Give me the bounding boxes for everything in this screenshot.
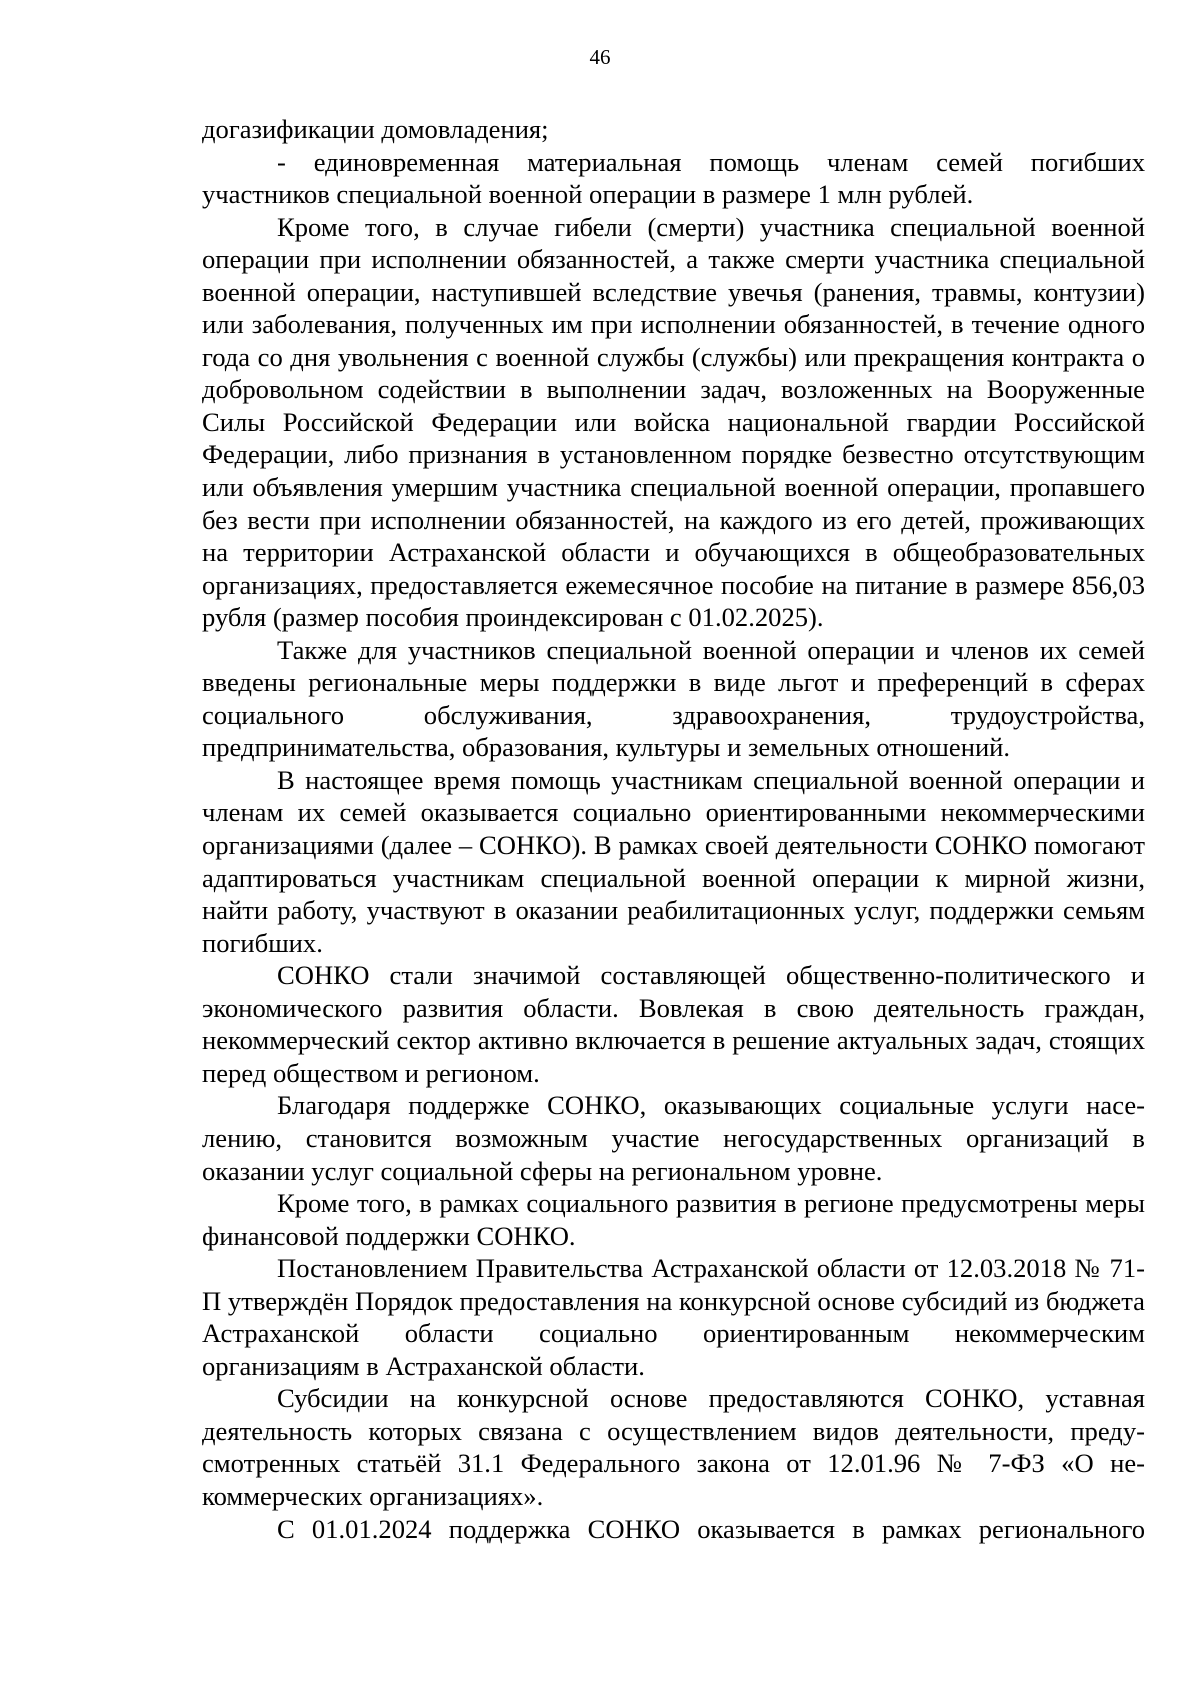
paragraph: догазификации домовладения;: [202, 114, 549, 144]
paragraph: Благодаря поддержке СОНКО, оказывающих социальные услуги населению, становится возможным участие негосударственных организаций в оказании услуг социальной сферы на региональном уровне.: [202, 1090, 1145, 1186]
paragraph: - единовременная материальная помощь членам семей погибших участников специальной военной операции в размере 1 млн рублей.: [202, 146, 1145, 210]
paragraph: Субсидии на конкурсной основе предоставляются СОНКО, уставная деятельность которых связана с осуществлением видов деятельности, предусмотренных статьёй 31.1 Федерального закона от 12.01.96 № 7-ФЗ «О некоммерческих организациях».: [202, 1383, 1145, 1511]
page-number: 46: [589, 45, 611, 69]
paragraph: Постановлением Правительства Астраханской области от 12.03.2018 № 71-П утверждён Порядок предоставления на конкурсной основе субсидий из бюджета Астраханской области социально ориентированным некоммерческим организациям в Астраханской области.: [202, 1253, 1145, 1381]
paragraph: СОНКО стали значимой составляющей общественно-политического и экономического развития области. Вовлекая в свою деятельность граждан, некоммерческий сектор активно включается в решение актуальных задач, стоящих перед обществом и регионом.: [202, 960, 1145, 1088]
paragraph: Кроме того, в рамках социального развития в регионе предусмотрены меры финансовой поддержки СОНКО.: [202, 1188, 1145, 1251]
paragraph: С 01.01.2024 поддержка СОНКО оказывается в рамках регионального: [277, 1513, 1145, 1544]
paragraph: Также для участников специальной военной операции и членов их семей введены региональные меры поддержки в виде льгот и преференций в сферах социального обслуживания, здравоохранения, трудоустройства, предпринимательства, образования, культуры и земельных отношений.: [202, 634, 1145, 763]
body-text: [202, 113, 1145, 1545]
paragraph: Кроме того, в случае гибели (смерти) участника специальной военной операции при исполнении обязанностей, а также смерти участника специальной военной операции, наступившей вследствие увечья (ранения, травмы, контузии) или заболевания, полученных им при исполнении обязанностей, в течение одного года со дня увольнения с военной службы (службы) или прекращения контракта о добровольном содействии в выполнении задач, возложенных на Вооруженные Силы Российской Федерации или войска национальной гвардии Российской Федерации, либо признания в установленном порядке безвестно отсутствующим или объявления умершим участника специальной военной операции, пропавшего без вести при исполнении обязанностей, на каждого из его детей, проживающих на территории Астраханской области и обучающихся в общеобразовательных организациях, предоставляется ежемесячное пособие на питание в размере 856,03 рубля (размер пособия проиндексирован с 01.02.2025).: [202, 211, 1145, 633]
paragraph: В настоящее время помощь участникам специальной военной операции и членам их семей оказывается социально ориентированными некоммерческими организациями (далее – СОНКО). В рамках своей деятельности СОНКО помогают адаптироваться участникам специальной военной операции к мирной жизни, найти работу, участвуют в оказании реабилитационных услуг, поддержки семьям погибших.: [202, 764, 1145, 958]
